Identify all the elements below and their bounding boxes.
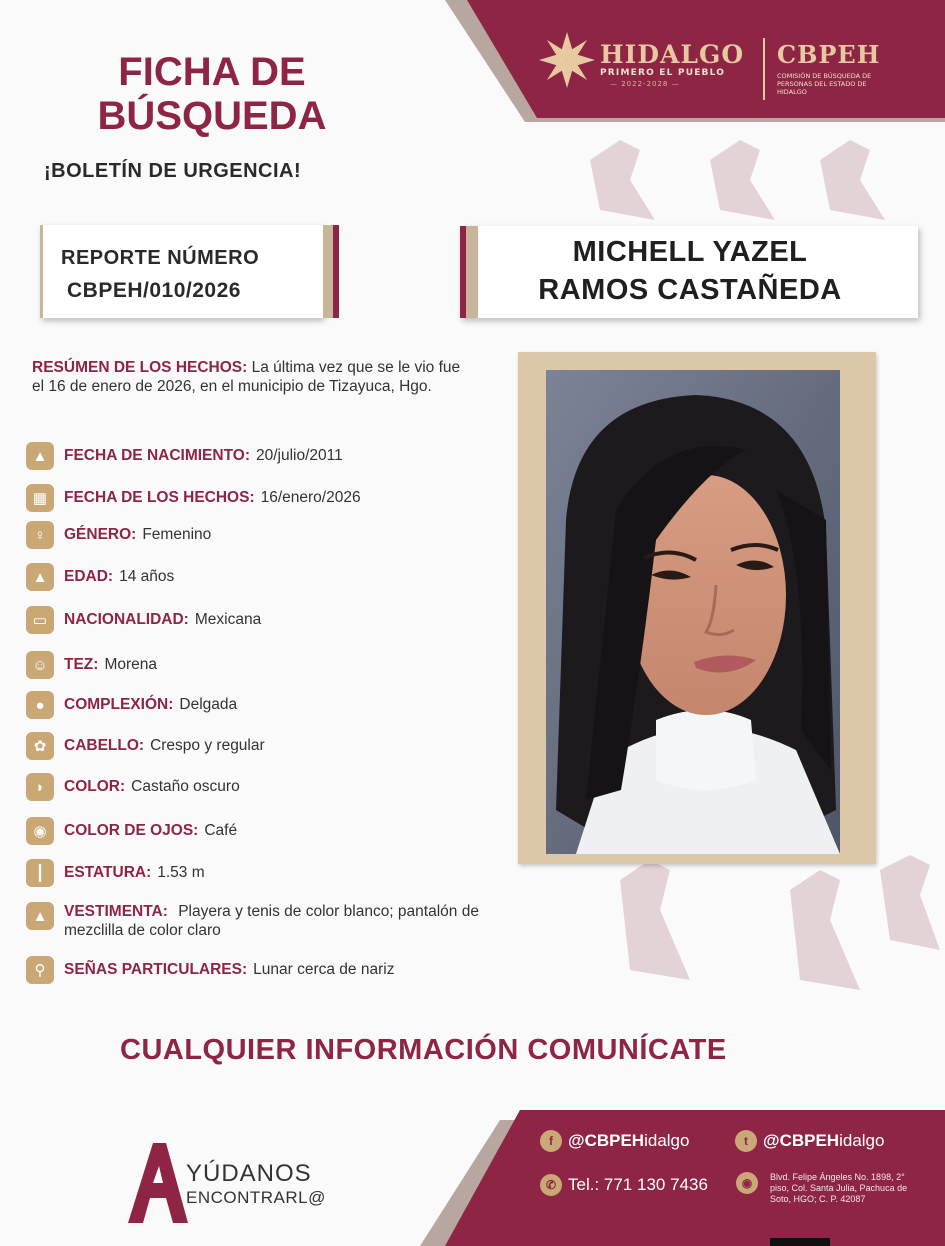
age-icon: ▲ (26, 563, 54, 591)
hidalgo-star-logo-icon (537, 30, 597, 90)
office-address: Blvd. Felipe Ángeles No. 1898, 2° piso, Col. Santa Julia, Pachuca de Soto, HGO; C. P. 42087 (770, 1172, 908, 1204)
location-pin-icon: ◉ (736, 1172, 758, 1194)
detail-height: ┃ ESTATURA: 1.53 m (26, 859, 205, 887)
hidalgo-logo-text: HIDALGO (600, 40, 745, 69)
missing-person-photo (546, 370, 840, 854)
cbpeh-logo-subtitle: COMISIÓN DE BÚSQUEDA DE PERSONAS DEL ESTADO DE HIDALGO (777, 72, 872, 96)
title-line-2: BÚSQUEDA (97, 94, 327, 138)
page-title (62, 50, 362, 138)
eye-icon: ◉ (26, 817, 54, 845)
report-number-box (40, 225, 323, 318)
hair-color-icon: ◗ (26, 773, 54, 801)
hidalgo-logo-years: — 2022-2028 — (610, 80, 680, 88)
person-name-line-1: MICHELL YAZEL (572, 236, 808, 268)
detail-clothing: ▲ VESTIMENTA: Playera y tenis de color blanco; pantalón de mezclilla de color claro (26, 902, 484, 940)
shirt-icon: ▲ (26, 902, 54, 930)
cbpeh-logo-text: CBPEH (777, 40, 881, 69)
ayudanos-text: YÚDANOS (186, 1160, 312, 1187)
encontrarla-text: ENCONTRARL@ (186, 1188, 326, 1207)
facebook-icon: f (540, 1130, 562, 1152)
detail-complexion-tone: ☺ TEZ: Morena (26, 651, 157, 679)
call-to-action: CUALQUIER INFORMACIÓN COMUNÍCATE (120, 1034, 727, 1066)
location-pin-icon-wrap (736, 1172, 764, 1194)
detail-gender: ♀ GÉNERO: Femenino (26, 521, 211, 549)
height-icon: ┃ (26, 859, 54, 887)
detail-eye-color: ◉ COLOR DE OJOS: Café (26, 817, 237, 845)
twitter-contact[interactable]: t @CBPEHidalgo (735, 1130, 884, 1152)
face-profile-icon: ☺ (26, 651, 54, 679)
detail-hair-color: ◗ COLOR: Castaño oscuro (26, 773, 240, 801)
name-box-gold-bar (466, 226, 478, 318)
phone-icon: ✆ (540, 1174, 562, 1196)
ayudanos-letter: A (145, 1196, 146, 1197)
summary-of-events (32, 358, 462, 396)
report-number: CBPEH/010/2026 (67, 279, 241, 302)
person-name-line-2: RAMOS CASTAÑEDA (538, 274, 842, 306)
detail-build: ● COMPLEXIÓN: Delgada (26, 691, 237, 719)
birthday-cake-icon: ▲ (26, 442, 54, 470)
report-label: REPORTE NÚMERO (61, 247, 260, 269)
hair-icon: ✿ (26, 732, 54, 760)
logo-divider (763, 38, 765, 100)
summary-label: RESÚMEN DE LOS HECHOS: (32, 359, 248, 376)
ayudanos-logo-icon (128, 1138, 188, 1228)
calendar-icon: ▦ (26, 484, 54, 512)
detail-age: ▲ EDAD: 14 años (26, 563, 174, 591)
twitter-icon: t (735, 1130, 757, 1152)
facebook-contact[interactable]: f @CBPEHidalgo (540, 1130, 689, 1152)
female-symbol-icon: ♀ (26, 521, 54, 549)
detail-birthdate: ▲ FECHA DE NACIMIENTO: 20/julio/2011 (26, 442, 343, 470)
hidalgo-logo-subtitle: PRIMERO EL PUEBLO (600, 68, 726, 78)
detail-nationality: ▭ NACIONALIDAD: Mexicana (26, 606, 261, 634)
detail-hair: ✿ CABELLO: Crespo y regular (26, 732, 265, 760)
decorative-birds-pattern-bottom (600, 840, 945, 1010)
detail-event-date: ▦ FECHA DE LOS HECHOS: 16/enero/2026 (26, 484, 361, 512)
detail-distinguishing-marks: ⚲ SEÑAS PARTICULARES: Lunar cerca de nariz (26, 956, 394, 984)
corner-mark (770, 1238, 830, 1246)
magnifier-icon: ⚲ (26, 956, 54, 984)
decorative-birds-pattern-top (560, 120, 945, 240)
body-icon: ● (26, 691, 54, 719)
urgency-subtitle: ¡BOLETÍN DE URGENCIA! (44, 160, 302, 182)
summary-text: La última vez que se le vio fue el 16 de enero de 2026, en el municipio de Tizayuca, Hgo. (32, 359, 461, 395)
phone-contact[interactable]: ✆ Tel.: 771 130 7436 (540, 1174, 708, 1196)
id-card-icon: ▭ (26, 606, 54, 634)
title-line-1: FICHA DE (118, 50, 306, 94)
